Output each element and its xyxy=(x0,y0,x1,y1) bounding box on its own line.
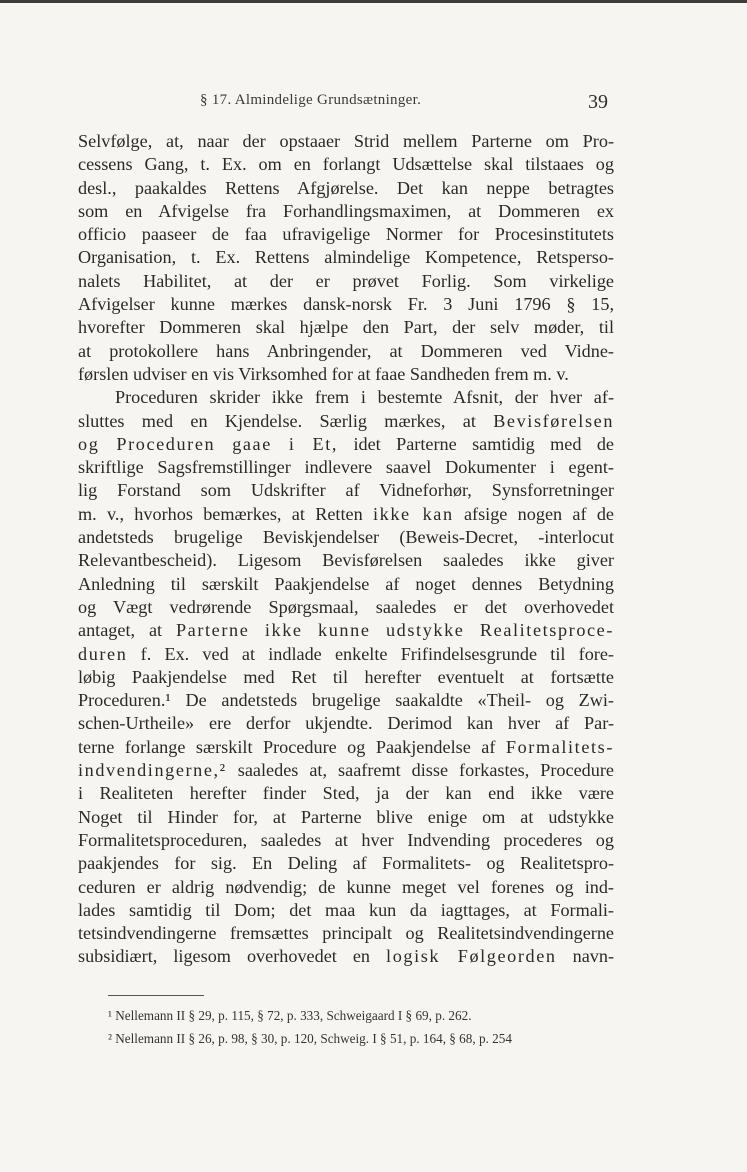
text-line: som en Afvigelse fra Forhandlingsmaximen, at Dommeren ex xyxy=(78,200,614,221)
main-text xyxy=(78,130,614,969)
text-line: schen-Urtheile» ere derfor ukjendte. Derimod kan hver af Par- xyxy=(78,713,614,734)
text-line xyxy=(78,736,614,759)
text-line: lades samtidig til Dom; det maa kun da iagttages, at Formali- xyxy=(78,899,614,920)
text-line: paakjendes for sig. En Deling af Formalitets- og Realitetspro- xyxy=(78,853,614,874)
text-segment: m. v., hvorhos bemærkes, at Retten xyxy=(78,503,363,524)
page-number: 39 xyxy=(588,91,608,113)
footnote: ² Nellemann II § 26, p. 98, § 30, p. 120, Schweig. I § 51, p. 164, § 68, p. 254 xyxy=(108,1031,512,1046)
text-line xyxy=(78,433,614,456)
text-line: tetsindvendingerne fremsættes principalt og Realitetsindvendingerne xyxy=(78,923,614,944)
text-segment: terne forlange særskilt Procedure og Paakjendelse af xyxy=(78,736,496,757)
text-line xyxy=(78,759,614,782)
text-segment: navn- xyxy=(572,946,614,967)
footnote: ¹ Nellemann II § 29, p. 115, § 72, p. 333, Schweigaard I § 69, p. 262. xyxy=(108,1008,472,1023)
text-line xyxy=(78,945,614,968)
text-line xyxy=(78,643,614,666)
spaced-term: Bevisførelsen xyxy=(493,410,614,431)
running-header: § 17. Almindelige Grundsætninger. xyxy=(200,92,422,108)
text-segment: saaledes at, saafremt disse forkastes, Procedure xyxy=(237,760,614,781)
text-line xyxy=(78,503,614,526)
text-line xyxy=(78,619,614,642)
text-segment: antaget, at xyxy=(78,620,163,641)
text-line xyxy=(78,410,614,433)
text-line: desl., paakaldes Rettens Afgjørelse. Det kan neppe betragtes xyxy=(78,177,614,198)
text-segment: subsidiært, ligesom overhovedet en xyxy=(78,946,371,967)
text-line: førslen udviser en vis Virksomhed for at faae Sandheden frem m. v. xyxy=(78,363,569,384)
text-line: Noget til Hinder for, at Parterne blive enige om at udstykke xyxy=(78,806,614,827)
text-line: Relevantbescheid). Ligesom Bevisførelsen saaledes ikke giver xyxy=(78,550,614,571)
text-line: andetsteds brugelige Beviskjendelser (Beweis-Decret, -interlocut xyxy=(78,527,614,548)
text-line: skriftlige Sagsfremstillinger indlevere saavel Dokumenter i egent- xyxy=(78,457,614,478)
spaced-term: og Proceduren gaae i Et, xyxy=(78,433,339,454)
text-line: hvorefter Dommeren skal hjælpe den Part, der selv møder, til xyxy=(78,317,614,338)
text-segment: sluttes med en Kjendelse. Særlig mærkes, at xyxy=(78,410,476,431)
spaced-term: Formalitets- xyxy=(505,736,614,757)
spaced-term: duren xyxy=(78,643,128,664)
text-line: cessens Gang, t. Ex. om en forlangt Udsættelse skal tilstaaes og xyxy=(78,154,614,175)
spaced-term: ikke kan xyxy=(372,503,454,524)
spaced-term: indvendingerne,² xyxy=(78,760,227,781)
text-line: nalets Habilitet, at der er prøvet Forlig. Som virkelige xyxy=(78,270,614,291)
text-line: officio paaseer de faa ufravigelige Normer for Procesinstitutets xyxy=(78,224,614,245)
text-segment: afsige nogen af de xyxy=(463,503,614,524)
text-line: Organisation, t. Ex. Rettens almindelige Kompetence, Retsperso- xyxy=(78,247,614,268)
text-line: at protokollere hans Anbringender, at Dommeren ved Vidne- xyxy=(78,340,614,361)
text-line: løbig Paakjendelse med Ret til herefter eventuelt at fortsætte xyxy=(78,666,614,687)
text-segment: idet Parterne samtidig med de xyxy=(353,433,614,454)
text-line: Anledning til særskilt Paakjendelse af noget dennes Betydning xyxy=(78,573,614,594)
text-line: i Realiteten herefter finder Sted, ja der kan end ikke være xyxy=(78,783,614,804)
spaced-term: Parterne ikke kunne udstykke Realitetsproce- xyxy=(175,620,614,641)
footnote-divider xyxy=(108,995,204,996)
text-line: og Vægt vedrørende Spørgsmaal, saaledes er det overhovedet xyxy=(78,596,614,617)
text-line: ceduren er aldrig nødvendig; de kunne meget vel forenes og ind- xyxy=(78,876,614,897)
text-line: Afvigelser kunne mærkes dansk-norsk Fr. 3 Juni 1796 § 15, xyxy=(78,294,614,315)
text-line: Selvfølge, at, naar der opstaaer Strid mellem Parterne om Pro- xyxy=(78,131,614,151)
text-line: Proceduren.¹ De andetsteds brugelige saakaldte «Theil- og Zwi- xyxy=(78,690,614,711)
text-line: lig Forstand som Udskrifter af Vidneforhør, Synsforretninger xyxy=(78,480,614,501)
spaced-term: logisk Følgeorden xyxy=(386,946,557,967)
text-line: Formalitetsproceduren, saaledes at hver Indvending procederes og xyxy=(78,829,614,850)
text-segment: f. Ex. ved at indlade enkelte Frifindelsesgrunde til fore- xyxy=(140,643,614,664)
footnotes xyxy=(108,1004,618,1050)
text-line: Proceduren skrider ikke frem i bestemte Afsnit, der hver af- xyxy=(115,387,614,408)
